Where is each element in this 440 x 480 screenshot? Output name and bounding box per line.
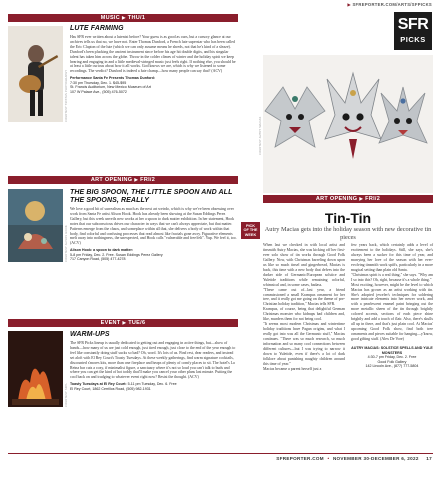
art2-subtitle: Autry Macias gets into the holiday season with new decorative tin pieces [264,226,432,241]
event-section-bar [8,319,238,327]
art2-info-time: 4:30-7 pm Friday, Dec. 2. Free [367,355,417,360]
event-photo [8,331,63,407]
art2-title: Tin-Tin [324,210,372,226]
art2-info [351,346,433,369]
art1-bar-label: ART OPENING [90,177,133,183]
music-bar-label: MUSIC [100,15,121,21]
event-bar-label: EVENT [100,320,121,326]
music-info-address: 107 W Palace Ave., (505) 476-5072 [70,90,127,95]
music-info-title: Performance Santa Fe Presents Thomas Dunford: [70,76,156,81]
badge-picks: PICKS [400,35,426,44]
music-bar-day: THU/1 [127,15,146,21]
art1-photo-credit: COURTESY ALISON HOOK [65,225,68,262]
footer-rule [8,453,433,454]
triangle-icon: ▶ [134,177,139,182]
art-opening-section-bar [8,176,238,184]
art2-col2-text: few years back, which certainly adds a level of excitement to the holidays. Still, she says, she's always been a sucker for this time of year, and marrying her love of the season with her ever-evolving tinsmith work spiffs, particularly in a more magical setting than plain old Santa. "Christmas spirit is a real thing," she says. "Why am I so into this? Oh, right, because it's a whole thing." Most exciting, however, might be the level to which Macias has grown as an artist working with tin. She's adopted jeweler's techniques for soldering more intricate elements into her newer work, and with a pearlescent enamel paint bringing out the more metallic sheen of the tin through brightly colored accents, sections of each piece shine brightly and add a touch of flair. Also, there's skulls all up in there, and that's just plain cool. At Macias' upcoming Good Folk show, find both tree ornaments and pieces suitable for hanging—y'know, good gifting stuff. (Alex De Vore) [351,243,433,342]
art1-photo [8,189,63,262]
music-photo-credit: COURTESY TRISTAN PHOTOGRAPHY [65,69,68,122]
badge-sfr: SFR [397,16,429,33]
music-info-venue: St. Francis Auditorium, New Mexico Museum of Art [70,85,151,90]
event-photo-credit: COURTESY SFPL [65,382,68,407]
music-headline: LUTE FARMING [70,25,124,32]
art2-col1-text: When last we checked in with local artist and tinsmith Autry Macias, she was kicking off her first-ever solo show of tin works through Good Folk Gallery. Now, with Christmas barreling down upon us like so much tinsel and gingerbread, Macias is back, this time with a new body that delves into the darker side of Germanic/European solstice and Yuletide traditions while remaining colorful, whimsical and, in some cases, badass. "These came out of...last year, a friend commissioned a small Krampus ornament for her tree, and it really got me going on the theme of pre-Christian holiday tradition," Macias tells SFR. Krampus, of course, being that delightful German Christmas monster who kidnaps bad children and, like, murders them for not being cool. "It seems most modern Christmas and wintertime holiday traditions have Pagan origins, and what I really got into was all the Germanic stuff," Macias continues. "There was so much research, so much information and so many cool connections between different cultures—but I was trying to narrow it down to Yuletide, even if there's a lot of dark folklore about punishing naughty children around this time of year." Macias became a parent herself just a [263,243,345,371]
section-url-text: SFREPORTER.COM/ARTS/SFPICKS [352,2,432,7]
art1-info [70,248,237,262]
page-number: 17 [426,456,432,461]
music-article [70,25,237,95]
sfr-picks-badge [394,12,432,50]
art2-bar-label: ART OPENING [315,196,358,202]
bullet-icon: • [327,456,330,461]
art2-column-2 [351,243,433,369]
pick-badge-line1: PICK [245,223,256,228]
art1-article [70,189,237,262]
triangle-icon: ▶ [359,196,364,201]
art1-headline: THE BIG SPOON, THE LITTLE SPOON AND ALL THE SPOONS, REALLY [70,189,233,204]
footer-date: NOVEMBER 30-DECEMBER 6, 2022 [332,456,419,461]
music-body: Has SFR ever written about a lutenist before? Your guess is as good as ours, but a cursory glance at our archives tells us that no, we have not. Enter Thomas Dunford, a French lute superstar who has been called the Eric Clapton of the lute (which we can only assume means he shreds, not that he's kind of a sleaze). Dunford's been plucking the ancient instrument since before his age hit double digits, and his singular talent has taken him across the globe. Throw in the colder climes of winter and the holiday spirit we keep hearing and engaging in and a little medieval-stringed music just feels right. If nothing else, you should be at least a little curious about how it all works. God knows we are, which is why we listened to some recordings. The verdict? Dunford is indeed a lute champ—how many people can say that? (ACV) [70,35,236,74]
art2-info-address: 142 Lincoln Ave., (877) 777-5804 [365,364,419,369]
triangle-icon: ▶ [122,320,127,325]
event-body: The SFR Picks lineup is usually dedicated to getting out and engaging in active things, but—show of hands—how many of us are just cold enough, just tired enough, just close to the end of the year enough to feel like constantly doing stuff sucks so bad? Oh, word. It's lots of us. Find rest, dear readers, and instead set aloft with El Rey Court's Toasty Tuesdays. At these weekly gatherings, find warm signature cocktails, discounted s'mores kits, more than one fireplace and heaps of plenty of comfy places to sit. The hotel's La Reina bar cuts a cozy, if minimalist figure, a sanctuary where it's not so loud you can't talk to buds and where you can get the kind of hot toddy that'll make you cancel your other plans last minute. Putting the cool back on and trudging to whatever event right now? Resist the thought. (ACV) [70,341,236,380]
triangle-icon: ▶ [347,2,351,7]
triangle-icon: ▶ [122,15,126,20]
event-article [70,331,237,391]
music-section-bar [8,14,238,22]
art2-section-bar [263,195,433,203]
music-photo [8,26,63,122]
page-footer [276,456,432,461]
music-info [70,76,237,94]
tin-art-photo [263,55,433,193]
fire-illustration [8,331,63,407]
section-url [347,2,432,7]
art2-bar-day: FRI/2 [365,196,381,202]
art1-info-address: 717 Canyon Road, (505) 477-4278 [70,257,126,262]
surreal-painting-illustration [8,189,63,262]
art1-info-time: 5-8 pm Friday, Dec. 2. Free. Susan Eddings Perez Gallery [70,252,163,257]
pick-of-the-week-badge [241,222,260,239]
event-headline: WARM-UPS [70,331,110,338]
art1-info-title: Alison Hook: a spoon to dark matter: [70,248,134,253]
event-info [70,382,237,391]
music-info-time: 7:30 pm Thursday, Dec. 1. $45-$95 [70,80,127,85]
art2-column-1 [263,243,345,372]
event-info-address: El Rey Court, 1862 Cerrillos Road, (505) 982-1931 [70,386,151,391]
event-info-time: 5-11 pm Tuesday, Dec. 6. Free [127,382,177,387]
pick-badge-line2: OF THE [243,228,258,232]
art2-info-venue: Good Folk Gallery [377,359,407,364]
art2-photo-credit: COURTESY AUTRY MACIAS [259,116,262,155]
pick-badge-line3: WEEK [244,232,257,237]
tin-ornaments-illustration [263,55,433,193]
art1-body: We love a good bit of surrealism as much as the next art weirdo, which is why we've been obsessing over work from Santa Fe artist Alison Hook. Hook has already been showing at the Susan Eddings Perez Gallery, but this week unveils new works at her a spoon to dark matter exhibition. In her statement, Hook notes that our subconscious drives our character in ways that we can't always appreciate, but that matter. Patterns emerge from the chaos, and someplace within all that, she delivers a body of work within that body, find colorful and confusing processes that read almost like fractals gone awry. Figurative elements melt away into nothingness, the unexpected, and Hook calls "vulnerable and free/felt". Yup. We feel it, too. (ACV) [70,207,237,246]
event-bar-day: TUE/6 [128,320,146,326]
art2-info-title: AUTRY MACIAS: SOLSTICE SPELLS AND YULE MONSTERS [351,346,433,355]
footer-site: SFREPORTER.COM [276,456,324,461]
event-info-title: Toasty Tuesdays at El Rey Court: [70,382,127,387]
art1-bar-day: FRI/2 [140,177,156,183]
lutenist-illustration [8,26,63,122]
